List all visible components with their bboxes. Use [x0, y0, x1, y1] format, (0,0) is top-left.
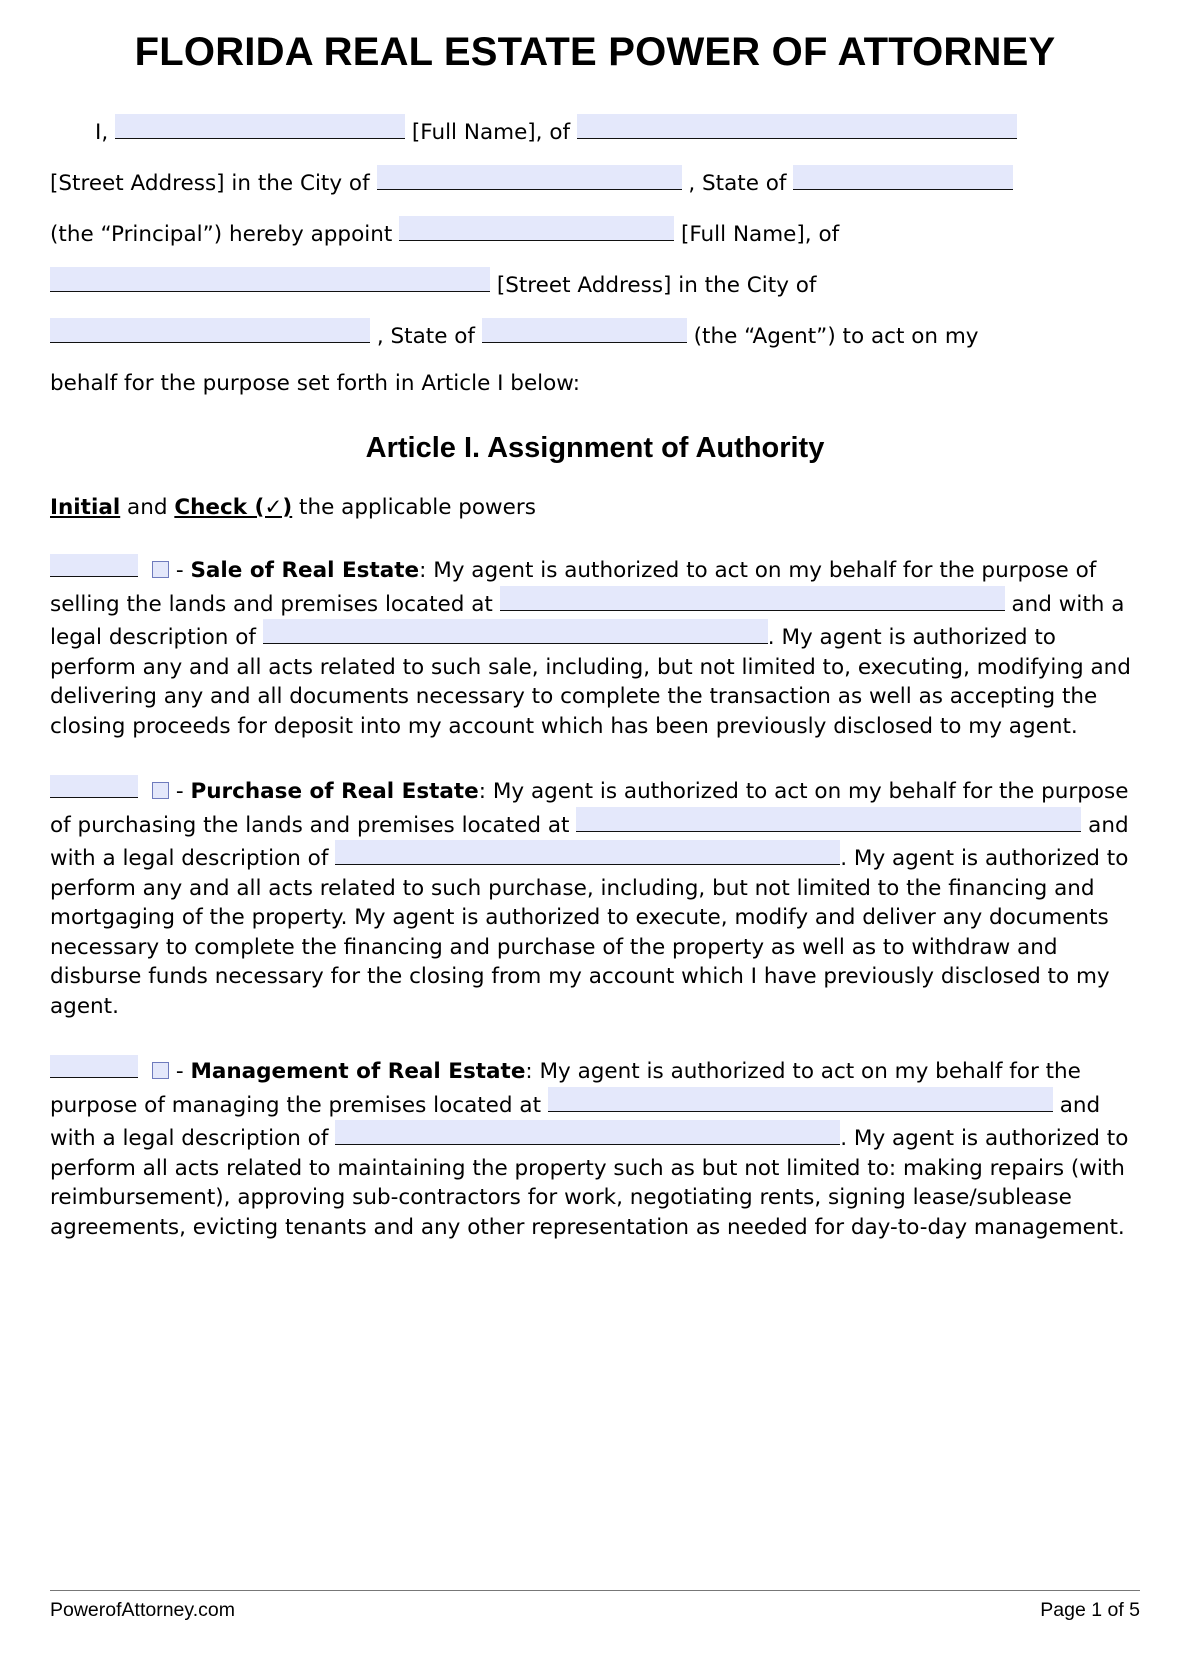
- intro-paragraph: [50, 114, 1140, 398]
- principal-street-address-field[interactable]: [577, 114, 1017, 139]
- principal-state-field[interactable]: [793, 165, 1013, 190]
- agent-state-field[interactable]: [482, 318, 687, 343]
- footer-page-number: Page 1 of 5: [1040, 1599, 1140, 1621]
- power-dash-sale: -: [175, 558, 191, 583]
- power-label-management: Management of Real Estate: [190, 1059, 526, 1084]
- power-text3-management: . My agent is authorized to perform all acts related to maintaining the property such as but not limited to: making repairs (with reimbursement), approving sub-contractors for work, negotiating rents, signing lease/sublease agreements, evicting tenants and any other representation as needed for day-to-day management.: [50, 1126, 1129, 1240]
- initials-field-sale[interactable]: [50, 554, 138, 577]
- principal-full-name-field[interactable]: [115, 114, 405, 139]
- purchase-property-location-field[interactable]: [576, 807, 1081, 832]
- power-block-purchase: [50, 775, 1140, 1021]
- power-text3-purchase: . My agent is authorized to perform any and all acts related to such purchase, including, but not limited to the financing and mortgaging of the property. My agent is authorized to execute, modify and deliver any documents necessary to complete the financing and purchase of the property as well as to withdraw and disburse funds necessary for the closing from my account which I have previously disclosed to my agent.: [50, 846, 1129, 1019]
- footer-brand: PowerofAttorney.com: [50, 1599, 235, 1621]
- power-text3-sale: . My agent is authorized to perform any and all acts related to such sale, including, but not limited to, executing, modifying and delivering any and all documents necessary to complete the transaction as well as accepting the closing proceeds for deposit into my account which has been previously disclosed to my agent.: [50, 625, 1131, 739]
- checkbox-purchase[interactable]: [152, 782, 169, 799]
- intro-line-2: [50, 165, 1140, 198]
- intro-label-agent-state: , State of: [376, 324, 475, 349]
- intro-label-state: , State of: [688, 171, 787, 196]
- intro-label-street-city: [Street Address] in the City of: [50, 171, 370, 196]
- agent-full-name-field[interactable]: [399, 216, 674, 241]
- intro-label-agent-street-city: [Street Address] in the City of: [496, 273, 817, 298]
- instruction-initial: Initial: [50, 495, 121, 520]
- power-label-sale: Sale of Real Estate: [190, 558, 420, 583]
- power-text2-management: and with a legal description of: [50, 1092, 1101, 1151]
- power-block-sale: [50, 554, 1140, 741]
- initials-field-management[interactable]: [50, 1055, 138, 1078]
- power-text2-sale: and with a legal description of: [50, 591, 1125, 650]
- instruction-and: and: [120, 495, 175, 520]
- article-heading: Article I. Assignment of Authority: [365, 432, 825, 464]
- intro-line-6: [50, 369, 1140, 398]
- intro-line-5: [50, 318, 1140, 351]
- intro-label-agent-fullname-of: [Full Name], of: [680, 222, 840, 247]
- initials-field-purchase[interactable]: [50, 775, 138, 798]
- sale-property-location-field[interactable]: [500, 586, 1005, 611]
- power-dash-purchase: -: [175, 779, 191, 804]
- checkbox-sale[interactable]: [152, 561, 169, 578]
- intro-label-agent-paren: (the “Agent”) to act on my: [693, 324, 979, 349]
- intro-label-i: I,: [95, 120, 109, 145]
- management-legal-description-field[interactable]: [335, 1120, 840, 1145]
- intro-line-4: [50, 267, 1140, 300]
- instruction-line: [50, 495, 1140, 520]
- agent-street-address-field[interactable]: [50, 267, 490, 292]
- power-block-management: [50, 1055, 1140, 1242]
- power-label-purchase: Purchase of Real Estate: [190, 779, 479, 804]
- intro-line-3: [50, 216, 1140, 249]
- page-footer: [50, 1590, 1140, 1622]
- management-property-location-field[interactable]: [548, 1087, 1053, 1112]
- page-title: FLORIDA REAL ESTATE POWER OF ATTORNEY: [134, 30, 1056, 74]
- power-colon-purchase: :: [478, 779, 487, 804]
- intro-label-fullname-of: [Full Name], of: [411, 120, 571, 145]
- intro-line-1: [50, 114, 1140, 147]
- power-text1-sale: My agent is authorized to act on my behalf for the purpose of selling the lands and premises located at: [50, 558, 1097, 617]
- principal-city-field[interactable]: [377, 165, 682, 190]
- instruction-check: Check (✓): [174, 495, 293, 520]
- purchase-legal-description-field[interactable]: [335, 840, 840, 865]
- intro-label-appoint: (the “Principal”) hereby appoint: [50, 222, 393, 247]
- power-colon-management: :: [525, 1059, 533, 1084]
- power-colon-sale: :: [419, 558, 427, 583]
- power-text1-purchase: My agent is authorized to act on my behalf for the purpose of purchasing the lands and premises located at: [50, 779, 1129, 838]
- checkbox-management[interactable]: [152, 1062, 169, 1079]
- power-text1-management: My agent is authorized to act on my behalf for the purpose of managing the premises located at: [50, 1059, 1081, 1118]
- agent-city-field[interactable]: [50, 318, 370, 343]
- instruction-rest: the applicable powers: [292, 495, 536, 520]
- sale-legal-description-field[interactable]: [263, 619, 768, 644]
- power-dash-management: -: [175, 1059, 191, 1084]
- intro-label-behalf: behalf for the purpose set forth in Article I below:: [50, 371, 580, 396]
- power-text2-purchase: and with a legal description of: [50, 812, 1129, 871]
